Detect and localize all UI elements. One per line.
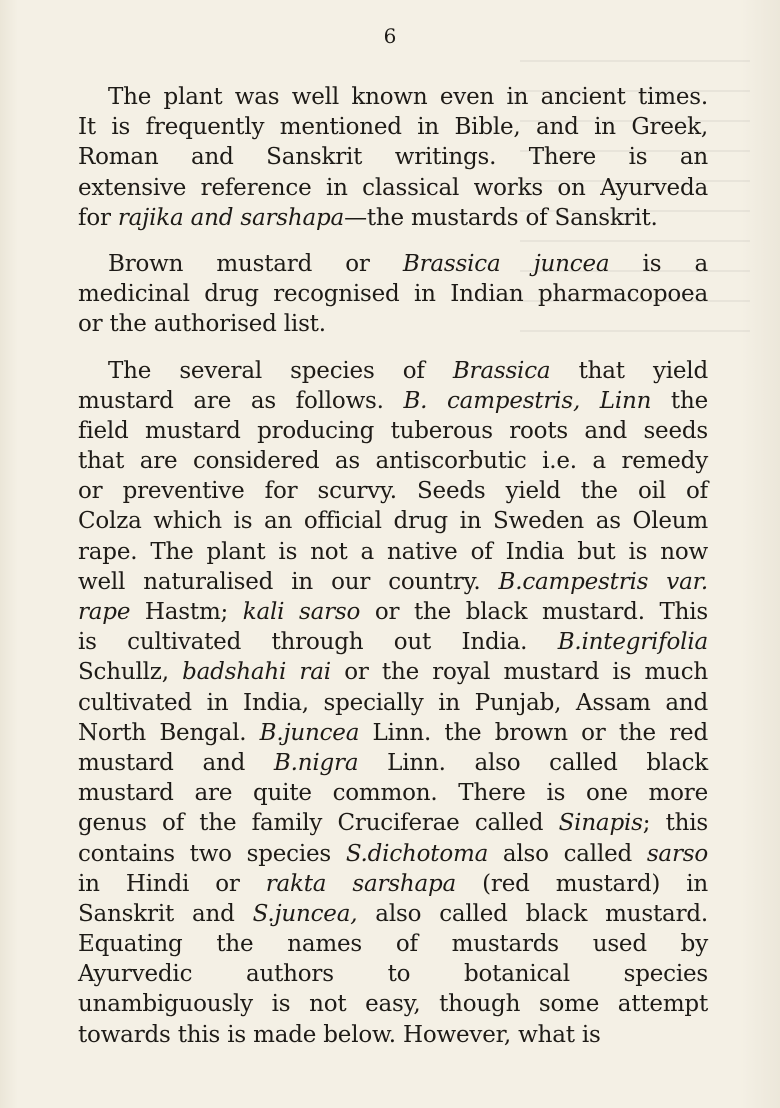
text-line xyxy=(78,627,708,657)
text-run: also called xyxy=(488,840,647,867)
text-run: Hastm; xyxy=(130,599,243,625)
text-run: Roman and Sanskrit writings. There is an xyxy=(78,144,708,171)
text-line xyxy=(78,657,708,687)
text-line xyxy=(78,1020,708,1050)
text-line xyxy=(78,279,708,309)
paragraph xyxy=(78,249,708,340)
italic-term: B.nigra xyxy=(273,749,359,776)
text-line xyxy=(78,82,708,112)
text-run: Brown mustard or xyxy=(108,250,403,277)
text-run: or the royal mustard is much xyxy=(330,659,708,686)
text-line xyxy=(78,869,708,899)
text-run: or the authorised list. xyxy=(78,311,326,338)
text-run: unambiguously is not easy, though some attempt xyxy=(78,991,708,1018)
text-line xyxy=(78,567,708,597)
text-line xyxy=(78,356,708,386)
paragraph xyxy=(78,82,708,233)
text-run: cultivated in India, specially in Punjab, Assam and xyxy=(78,689,708,716)
italic-term: B.campestris var. xyxy=(498,568,708,595)
paragraph-gap xyxy=(78,233,708,249)
text-run: is cultivated through out India. xyxy=(78,629,558,656)
text-run: The several species of xyxy=(108,357,453,384)
text-run: medicinal drug recognised in Indian pharmacopoea xyxy=(78,281,708,308)
text-line xyxy=(78,142,708,172)
text-line xyxy=(78,386,708,416)
text-line xyxy=(78,839,708,869)
italic-term: B.integrifolia xyxy=(557,629,708,656)
text-run: well naturalised in our country. xyxy=(78,568,499,595)
text-run: in Hindi or xyxy=(78,870,266,897)
italic-term: S.juncea, xyxy=(252,900,358,927)
text-run: Sanskrit and xyxy=(78,900,253,927)
italic-term: rakta sarshapa xyxy=(265,870,457,897)
page-number: 6 xyxy=(383,24,397,48)
text-line xyxy=(78,688,708,718)
text-run: contains two species xyxy=(78,840,346,867)
text-line xyxy=(78,748,708,778)
text-line xyxy=(78,537,708,567)
italic-term: rape xyxy=(78,599,131,625)
text-line xyxy=(78,112,708,142)
text-line xyxy=(78,597,708,627)
text-run: mustard are as follows. xyxy=(78,387,404,414)
text-run: North Bengal. xyxy=(78,719,260,746)
text-line xyxy=(78,808,708,838)
text-run: rape. The plant is not a native of India but is now xyxy=(78,538,708,565)
italic-term: kali sarso xyxy=(242,599,361,625)
text-run: towards this is made below. However, what is xyxy=(78,1021,601,1048)
paragraph-gap xyxy=(78,340,708,356)
text-line xyxy=(78,203,708,233)
text-line xyxy=(78,416,708,446)
text-run: ; this xyxy=(642,810,708,837)
text-run: or the black mustard. This xyxy=(360,599,708,625)
text-line xyxy=(78,249,708,279)
text-line xyxy=(78,959,708,989)
text-line xyxy=(78,506,708,536)
text-run: genus of the family Cruciferae called xyxy=(78,810,559,837)
body-text xyxy=(78,82,708,1050)
text-run: It is frequently mentioned in Bible, and in Greek, xyxy=(78,114,708,141)
text-run: or preventive for scurvy. Seeds yield the oil of xyxy=(78,478,708,505)
text-run: Linn. the brown or the red xyxy=(359,719,708,746)
text-run: Ayurvedic authors to botanical species xyxy=(78,961,708,988)
text-line xyxy=(78,309,708,339)
text-run: The plant was well known even in ancient times. xyxy=(108,84,708,110)
text-line xyxy=(78,476,708,506)
italic-term: S.dichotoma xyxy=(345,840,489,867)
text-run: —the mustards of Sanskrit. xyxy=(344,204,658,231)
italic-term: Brassica xyxy=(452,357,551,384)
italic-term: Sinapis xyxy=(558,810,643,837)
italic-term: B.juncea xyxy=(259,719,360,746)
text-run: Linn. also called black xyxy=(358,749,709,776)
text-line xyxy=(78,718,708,748)
text-run: mustard are quite common. There is one more xyxy=(78,780,708,807)
text-line xyxy=(78,929,708,959)
paragraph xyxy=(78,356,708,1050)
italic-term: sarso xyxy=(646,840,708,867)
text-run: Schullz, xyxy=(78,659,183,686)
text-run: Colza which is an official drug in Sweden as Oleum xyxy=(78,508,708,535)
text-run: also called black mustard. xyxy=(357,900,708,927)
text-line xyxy=(78,989,708,1019)
text-line xyxy=(78,173,708,203)
text-run: field mustard producing tuberous roots and seeds xyxy=(78,417,708,444)
text-run: for xyxy=(78,204,118,231)
italic-term: Brassica juncea xyxy=(402,250,610,277)
text-run: that yield xyxy=(550,357,708,384)
text-run: that are considered as antiscorbutic i.e. a remedy xyxy=(78,448,708,475)
text-line xyxy=(78,778,708,808)
text-line xyxy=(78,446,708,476)
italic-term: B. campestris, Linn xyxy=(403,387,652,414)
text-run: the xyxy=(651,387,708,414)
italic-term: badshahi rai xyxy=(182,659,331,686)
text-run: is a xyxy=(609,250,708,277)
text-run: mustard and xyxy=(78,749,274,776)
text-run: extensive reference in classical works on Ayurveda xyxy=(78,174,708,201)
text-run: (red mustard) in xyxy=(456,870,708,897)
text-run: Equating the names of mustards used by xyxy=(78,931,708,958)
italic-term: rajika and sarshapa xyxy=(117,204,345,231)
text-line xyxy=(78,899,708,929)
